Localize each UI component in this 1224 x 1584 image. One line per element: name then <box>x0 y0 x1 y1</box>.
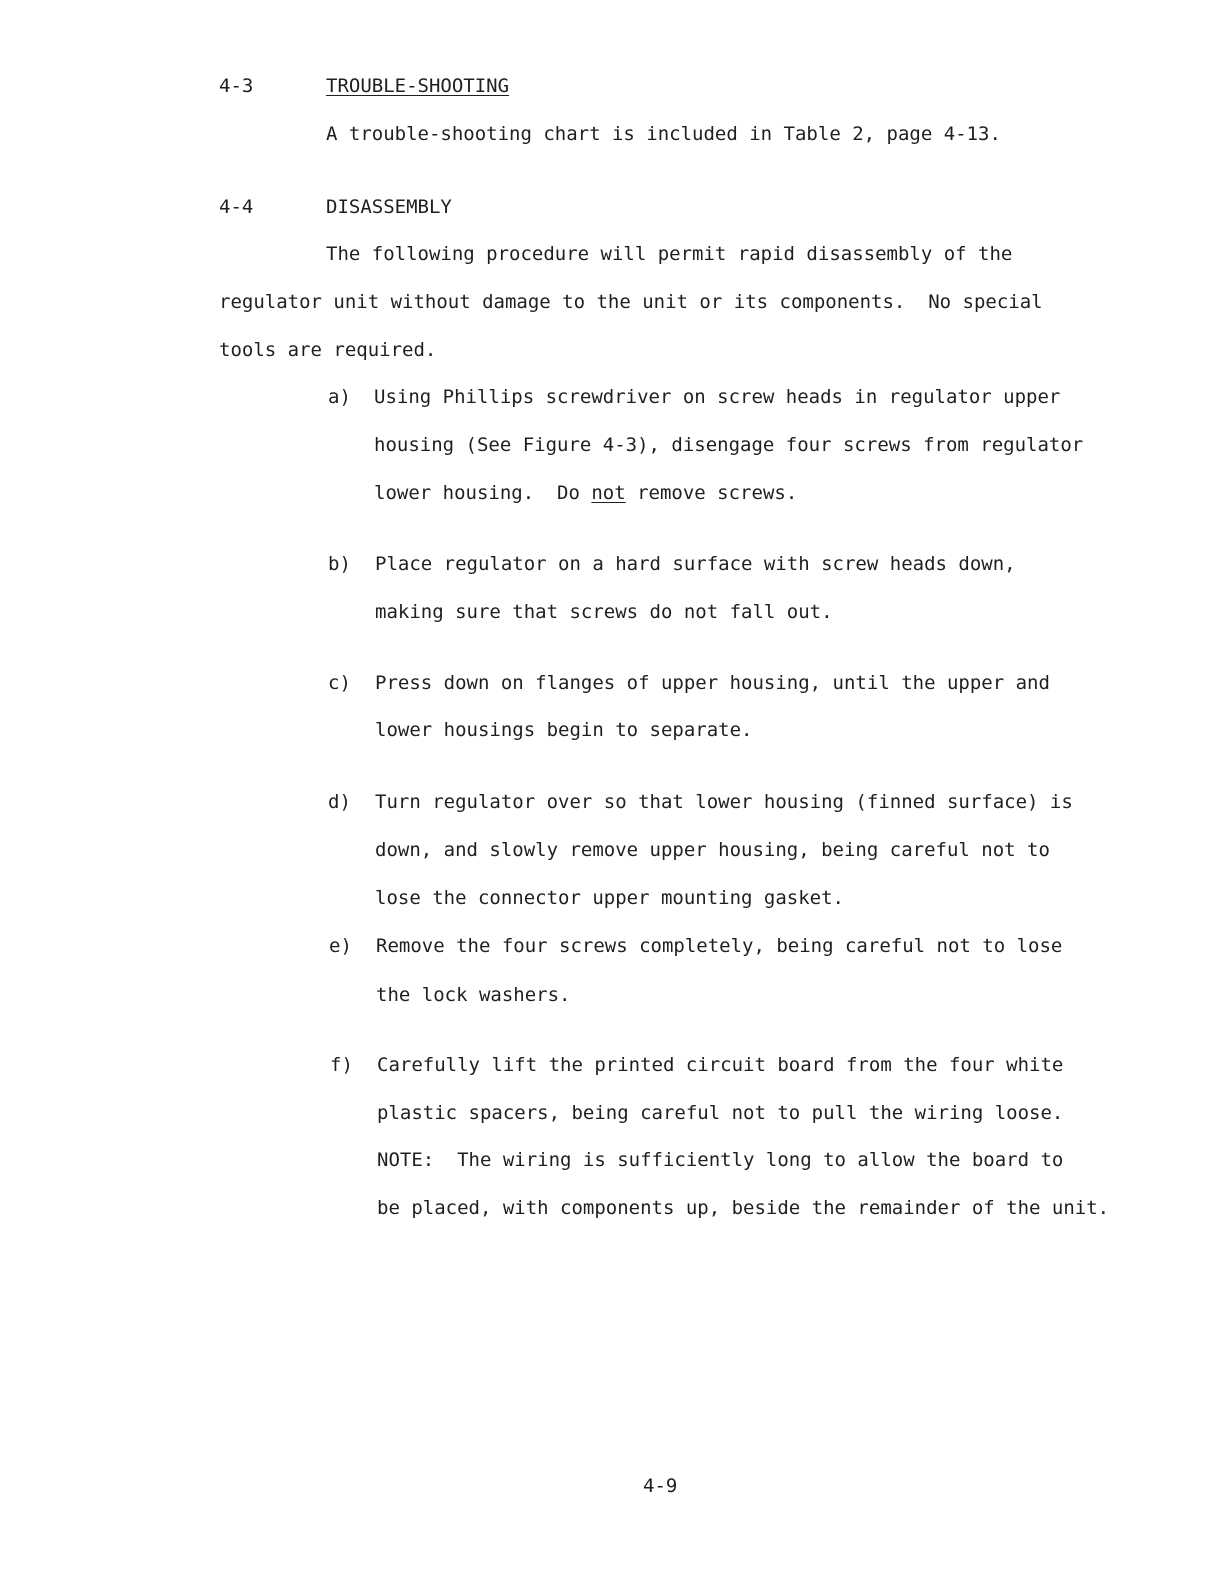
step-f-note-line: NOTE: The wiring is sufficiently long to allow the board to <box>377 1149 1064 1171</box>
section-4-4-heading: DISASSEMBLY <box>326 196 452 218</box>
section-4-3-number: 4-3 <box>219 75 254 97</box>
section-4-4-number: 4-4 <box>219 196 254 218</box>
step-e-label: e) <box>329 935 352 957</box>
step-c-line-1: Press down on flanges of upper housing, until the upper and <box>375 672 1050 694</box>
step-a-line-3 <box>374 484 797 503</box>
section-4-3-heading: TROUBLE-SHOOTING <box>326 75 510 97</box>
step-a-line-2: housing (See Figure 4-3), disengage four screws from regulator <box>374 434 1084 456</box>
step-e-line-2: the lock washers. <box>376 984 571 1006</box>
step-b-line-1: Place regulator on a hard surface with screw heads down, <box>375 553 1016 575</box>
step-a-line-3-before: lower housing. Do <box>374 482 592 504</box>
step-b-label: b) <box>328 553 351 575</box>
step-f-line-1: Carefully lift the printed circuit board from the four white <box>377 1054 1064 1076</box>
step-f-line-2: plastic spacers, being careful not to pull the wiring loose. <box>377 1102 1064 1124</box>
section-4-3-text: A trouble-shooting chart is included in Table 2, page 4-13. <box>326 123 1001 145</box>
step-e-line-1: Remove the four screws completely, being careful not to lose <box>376 935 1063 957</box>
step-a-line-3-after: remove screws. <box>625 482 798 504</box>
step-a-emphasis-not: not <box>591 482 626 504</box>
step-a-label: a) <box>328 386 351 408</box>
intro-line-2: regulator unit without damage to the unit or its components. No special <box>219 291 1043 313</box>
page-number: 4-9 <box>643 1475 678 1497</box>
step-c-label: c) <box>328 672 351 694</box>
step-b-line-2: making sure that screws do not fall out. <box>375 601 833 623</box>
step-f-line-4: be placed, with components up, beside the remainder of the unit. <box>377 1197 1110 1219</box>
step-d-label: d) <box>328 791 351 813</box>
step-c-line-2: lower housings begin to separate. <box>375 719 753 741</box>
step-a-line-1: Using Phillips screwdriver on screw heads in regulator upper <box>374 386 1061 408</box>
step-f-label: f) <box>330 1054 353 1076</box>
intro-line-3: tools are required. <box>219 339 437 361</box>
step-d-line-2: down, and slowly remove upper housing, being careful not to <box>375 839 1050 861</box>
intro-line-1: The following procedure will permit rapid disassembly of the <box>326 243 1013 265</box>
step-d-line-3: lose the connector upper mounting gasket. <box>375 887 844 909</box>
step-d-line-1: Turn regulator over so that lower housing (finned surface) is <box>375 791 1073 813</box>
